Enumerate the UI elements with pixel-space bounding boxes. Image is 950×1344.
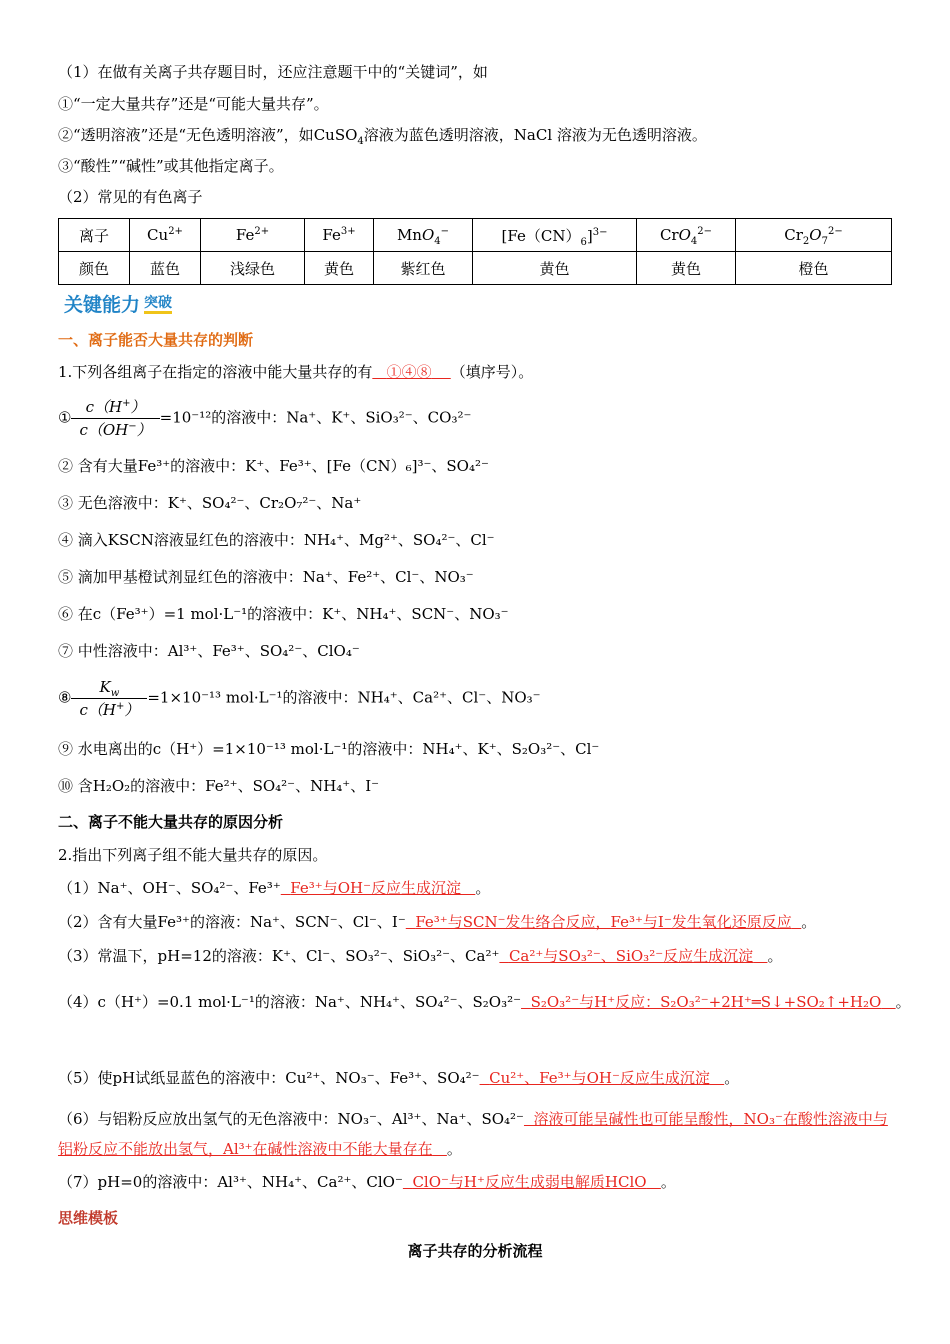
reason-question: （3）常温下，pH=12的溶液：K⁺、Cl⁻、SO₃²⁻、SiO₃²⁻、Ca²⁺: [58, 947, 500, 965]
answer-value: ClO⁻与H⁺反应生成弱电解质HClO: [412, 1173, 647, 1191]
answer-value: 溶液可能呈碱性也可能呈酸性，NO₃⁻在酸性溶液中与铝粉反应不能放出氢气，Al³⁺在碱性溶液中不能大量存在: [58, 1110, 888, 1158]
key-ability-title: 关键能力: [64, 294, 141, 316]
fraction: $\frac{c(H^+)}{c(OH^-)}$: [71, 396, 159, 441]
reason-answer: [499, 947, 767, 965]
item-7: ⑦ 中性溶液中：Al³⁺、Fe³⁺、SO₄²⁻、ClO₄⁻: [58, 642, 360, 660]
intro-line-3: ②“透明溶液”还是“无色透明溶液”，如CuSO$_4$溶液为蓝色透明溶液，NaCl 溶液为无色透明溶液。: [58, 126, 707, 147]
item-9: ⑨ 水电离出的c（H⁺）=1×10⁻¹³ mol·L⁻¹的溶液中：NH₄⁺、K⁺、S₂O₃²⁻、Cl⁻: [58, 740, 600, 758]
color-cell: 橙色: [736, 252, 892, 285]
question-1-answer: [372, 363, 450, 381]
item-3: ③ 无色溶液中：K⁺、SO₄²⁻、Cr₂O₇²⁻、Na⁺: [58, 494, 362, 512]
reason-answer: [403, 1173, 661, 1191]
answer-value: Fe³⁺与OH⁻反应生成沉淀: [290, 879, 461, 897]
color-cell: 浅绿色: [201, 252, 305, 285]
fraction: $\frac{K_w}{c(H^+)}$: [71, 676, 147, 721]
item-10: ⑩ 含H₂O₂的溶液中：Fe²⁺、SO₄²⁻、NH₄⁺、I⁻: [58, 777, 380, 795]
reason-question: （2）含有大量Fe³⁺的溶液：Na⁺、SCN⁻、Cl⁻、I⁻: [58, 913, 406, 931]
color-cell: 紫红色: [374, 252, 473, 285]
color-cell: 黄色: [637, 252, 736, 285]
color-cell: 黄色: [305, 252, 374, 285]
answer-value: Cu²⁺、Fe³⁺与OH⁻反应生成沉淀: [489, 1069, 710, 1087]
item-6: ⑥ 在c（Fe³⁺）=1 mol·L⁻¹的溶液中：K⁺、NH₄⁺、SCN⁻、NO₃⁻: [58, 605, 509, 623]
color-cell: 黄色: [473, 252, 637, 285]
answer-value: ①④⑧: [386, 363, 432, 381]
reason-6: （6）与铝粉反应放出氢气的无色溶液中：NO₃⁻、Al³⁺、Na⁺、SO₄²⁻ 溶液可能呈碱性也可能呈酸性，NO₃⁻在酸性溶液中与铝粉反应不能放出氢气，Al³⁺在碱性溶液中不能大量存在 。: [58, 1110, 888, 1158]
reason-question: （5）使pH试纸显蓝色的溶液中：Cu²⁺、NO₃⁻、Fe³⁺、SO₄²⁻: [58, 1069, 480, 1087]
reason-7: （7）pH=0的溶液中：Al³⁺、NH₄⁺、Ca²⁺、ClO⁻ ClO⁻与H⁺反应生成弱电解质HClO 。: [58, 1173, 676, 1191]
thinking-template-title: 思维模板: [58, 1209, 119, 1227]
answer-value: S₂O₃²⁻与H⁺反应：S₂O₃²⁻+2H⁺═S↓+SO₂↑+H₂O: [530, 993, 882, 1011]
question-2: 2.指出下列离子组不能大量共存的原因。: [58, 846, 328, 864]
question-1: [58, 362, 533, 382]
reason-question: （1）Na⁺、OH⁻、SO₄²⁻、Fe³⁺: [58, 879, 281, 897]
table-row: [59, 219, 892, 252]
item-5: ⑤ 滴加甲基橙试剂显红色的溶液中：Na⁺、Fe²⁺、Cl⁻、NO₃⁻: [58, 568, 474, 586]
intro-line-3a: ②“透明溶液”还是“无色透明溶液”，如: [58, 126, 314, 144]
reason-question: （4）c（H⁺）=0.1 mol·L⁻¹的溶液：Na⁺、NH₄⁺、SO₄²⁻、S₂O₃²⁻: [58, 993, 522, 1011]
answer-value: Fe³⁺与SCN⁻发生络合反应，Fe³⁺与I⁻发生氧化还原反应: [415, 913, 792, 931]
color-cell: 蓝色: [130, 252, 201, 285]
key-ability-tag: 突破: [144, 295, 172, 314]
item-8-text: =1×10⁻¹³ mol·L⁻¹的溶液中：NH₄⁺、Ca²⁺、Cl⁻、NO₃⁻: [147, 688, 541, 707]
colored-ions-table: [58, 218, 892, 285]
intro-line-3b: 溶液为蓝色透明溶液，NaCl 溶液为无色透明溶液。: [363, 126, 707, 144]
flow-title: 离子共存的分析流程: [407, 1242, 543, 1260]
item-8: ⑧ $\frac{K_w}{c(H^+)}$ =1×10⁻¹³ mol·L⁻¹的溶液中：NH₄⁺、Ca²⁺、Cl⁻、NO₃⁻: [58, 678, 541, 719]
table-header-ion: 离子: [59, 219, 130, 252]
intro-line-5: （2）常见的有色离子: [58, 188, 203, 206]
intro-line-4: ③“酸性”“碱性”或其他指定离子。: [58, 157, 284, 175]
section-1-title: 一、离子能否大量共存的判断: [58, 331, 254, 349]
question-1-text: 1.下列各组离子在指定的溶液中能大量共存的有: [58, 363, 373, 381]
ion-mno4: MnO$_4$−: [374, 219, 473, 252]
reason-2: （2）含有大量Fe³⁺的溶液：Na⁺、SCN⁻、Cl⁻、I⁻ Fe³⁺与SCN⁻发生络合反应，Fe³⁺与I⁻发生氧化还原反应 。: [58, 913, 817, 931]
item-1-text: =10⁻¹²的溶液中：Na⁺、K⁺、SiO₃²⁻、CO₃²⁻: [159, 408, 472, 427]
reason-answer: [281, 879, 476, 897]
reason-5: （5）使pH试纸显蓝色的溶液中：Cu²⁺、NO₃⁻、Fe³⁺、SO₄²⁻ Cu²⁺、Fe³⁺与OH⁻反应生成沉淀 。: [58, 1069, 740, 1087]
ion-fe3: $Fe^{3+}$: [305, 219, 374, 252]
reason-answer: [480, 1069, 725, 1087]
reason-answer: [406, 913, 802, 931]
table-row: [59, 252, 892, 285]
ion-cu: $Cu^{2+}$: [130, 219, 201, 252]
ion-cro4: CrO$_4^{2-}$: [637, 219, 736, 252]
reason-3: （3）常温下，pH=12的溶液：K⁺、Cl⁻、SO₃²⁻、SiO₃²⁻、Ca²⁺ Ca²⁺与SO₃²⁻、SiO₃²⁻反应生成沉淀 。: [58, 947, 783, 965]
reason-question: （6）与铝粉反应放出氢气的无色溶液中：NO₃⁻、Al³⁺、Na⁺、SO₄²⁻: [58, 1110, 524, 1128]
ion-fe2: $Fe^{2+}$: [201, 219, 305, 252]
reason-question: （7）pH=0的溶液中：Al³⁺、NH₄⁺、Ca²⁺、ClO⁻: [58, 1173, 403, 1191]
intro-line-2: ①“一定大量共存”还是“可能大量共存”。: [58, 95, 329, 113]
reason-answer: [521, 993, 896, 1011]
reason-1: （1）Na⁺、OH⁻、SO₄²⁻、Fe³⁺ Fe³⁺与OH⁻反应生成沉淀 。: [58, 879, 491, 897]
answer-value: Ca²⁺与SO₃²⁻、SiO₃²⁻反应生成沉淀: [508, 947, 754, 965]
section-2-title: 二、离子不能大量共存的原因分析: [58, 813, 284, 831]
reason-4: （4）c（H⁺）=0.1 mol·L⁻¹的溶液：Na⁺、NH₄⁺、SO₄²⁻、S₂O₃²⁻ S₂O₃²⁻与H⁺反应：S₂O₃²⁻+2H⁺═S↓+SO₂↑+H₂O 。: [58, 993, 911, 1011]
item-2: ② 含有大量Fe³⁺的溶液中：K⁺、Fe³⁺、[Fe（CN）₆]³⁻、SO₄²⁻: [58, 457, 489, 475]
ion-cr2o7: $Cr_2O_7^{2-}$: [736, 219, 892, 252]
table-header-color: 颜色: [59, 252, 130, 285]
key-ability-banner: [64, 290, 172, 317]
item-1: ① $\frac{c(H^+)}{c(OH^-)}$ =10⁻¹²的溶液中：Na⁺、K⁺、SiO₃²⁻、CO₃²⁻: [58, 398, 472, 439]
ion-ferricyanide: $[Fe(CN)_6]^{3-}$: [473, 219, 637, 252]
item-4: ④ 滴入KSCN溶液显红色的溶液中：NH₄⁺、Mg²⁺、SO₄²⁻、Cl⁻: [58, 531, 495, 549]
question-1-tail: （填序号）。: [450, 363, 534, 381]
intro-line-1: （1）在做有关离子共存题目时，还应注意题干中的“关键词”，如: [58, 63, 488, 81]
